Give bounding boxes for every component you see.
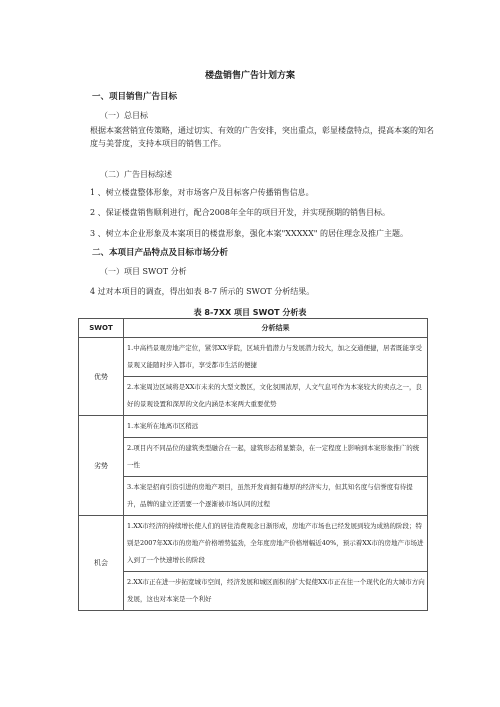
- category-weakness: 劣势: [79, 416, 124, 516]
- table-row: [79, 338, 428, 377]
- table-row: [79, 416, 428, 438]
- goal-item-1: 1 、树立楼盘整体形象，对市场客户及目标客户传播销售信息。: [90, 188, 314, 197]
- section-heading-2: 二、本项目产品特点及目标市场分析: [92, 248, 229, 258]
- table-cell: 1.XX市经济的持续增长使人们的居住消费观念日渐形成，房地产市场也已经发展到较为成熟的阶段；特别是2007年XX市的房地产价格增势猛劲，全年度房地产价格增幅近40%，预示着XX市的房地产市场进入到了一个快速增长的阶段: [124, 516, 428, 572]
- goal-item-3: 3 、树立本企业形象及本案项目的楼盘形象，强化本案"XXXXX" 的居住理念及推广主题。: [90, 229, 409, 238]
- goal-item-2: 2 、保证楼盘销售顺利进行，配合2008年全年的项目开发，并实现预期的销售目标。: [90, 208, 390, 217]
- category-strength: 优势: [79, 338, 124, 416]
- header-results: 分析结果: [124, 319, 428, 338]
- paragraph-overall-goal: 根据本案营销宣传策略，通过切实、有效的广告安排，突出重点，彰显楼盘特点，提高本案的知名度与美誉度，支持本项目的销售工作。: [90, 126, 434, 148]
- table-cell: 2.项目内不同品位的建筑类型融合在一起，建筑形态稍显繁杂，在一定程度上影响到本案形象推广的统一性: [124, 438, 428, 477]
- table-row: [79, 572, 428, 611]
- table-cell: 2.XX市正在进一步拓宽城市空间，经济发展和城区面积的扩大促使XX市正在往一个现代化的大城市方向发展，这也对本案是一个利好: [124, 572, 428, 611]
- table-row: [79, 438, 428, 477]
- table-header-row: [79, 319, 428, 338]
- section-heading-1: 一、项目销售广告目标: [92, 92, 178, 102]
- table-caption: 表 8-7XX 项目 SWOT 分析表: [193, 308, 307, 317]
- swot-table: [78, 318, 428, 611]
- header-swot: SWOT: [79, 319, 124, 338]
- table-cell: 2.本案周边区域将是XX市未来的大型文教区，文化氛围浓厚，人文气息可作为本案较大的卖点之一，良好的景观设置和深厚的文化内涵是本案两大重要优势: [124, 377, 428, 416]
- category-opportunity: 机会: [79, 516, 124, 611]
- table-cell: 1.中高档景观房地产定位，紧邻XX学院，区域升值潜力与发展潜力较大，加之交通便捷，居者既能享受景观又能随时步入都市，享受都市生活的便捷: [124, 338, 428, 377]
- subsection-2-1: （一）项目 SWOT 分析: [100, 267, 187, 276]
- subsection-1-2: （二）广告目标综述: [100, 170, 172, 179]
- table-row: [79, 377, 428, 416]
- swot-intro: 4 过对本项目的调查，得出如表 8-7 所示的 SWOT 分析结果。: [90, 287, 315, 296]
- table-row: [79, 516, 428, 572]
- subsection-1-1: （一）总目标: [100, 111, 148, 120]
- table-row: [79, 477, 428, 516]
- table-cell: 1.本案所在地离市区稍远: [124, 416, 428, 438]
- document-title: 楼盘销售广告计划方案: [204, 71, 295, 81]
- table-cell: 3.本案是招商引资引进的房地产项目，虽然开发商拥有雄厚的经济实力，但其知名度与信誉度有待提升，品牌的建立还需要一个逐渐被市场认同的过程: [124, 477, 428, 516]
